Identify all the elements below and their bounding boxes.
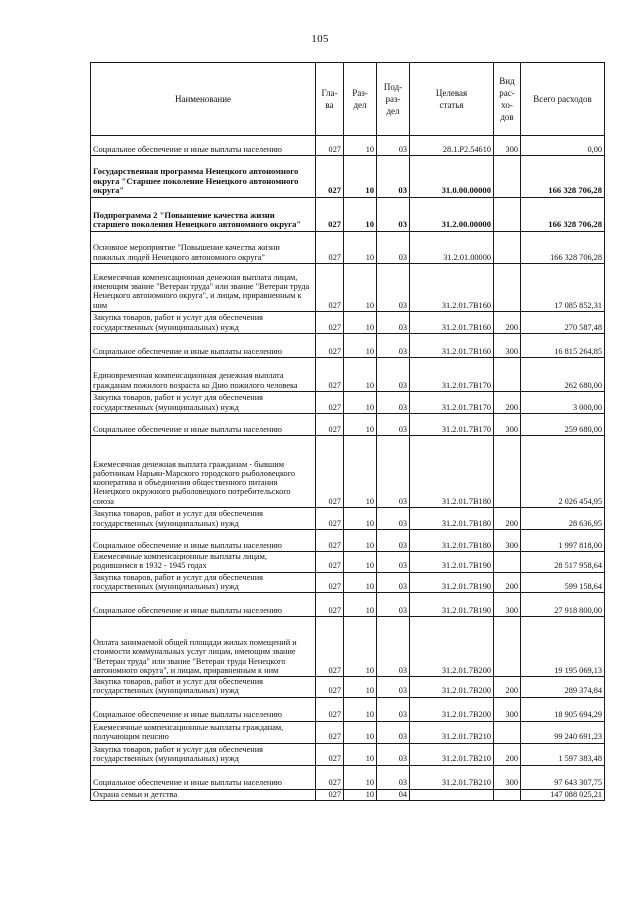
- row-target-cell: 28.1.P2.54610: [410, 136, 494, 156]
- row-name-cell: Охрана семьи и детства: [91, 789, 316, 800]
- row-glava-cell: 027: [316, 392, 344, 414]
- row-target-cell: 31.2.01.7В190: [410, 572, 494, 593]
- row-podrazdel-cell: 03: [377, 392, 410, 414]
- row-podrazdel-cell: 03: [377, 508, 410, 530]
- row-name-cell: Социальное обеспечение и иные выплаты населению: [91, 593, 316, 617]
- row-amount-cell: 3 000,00: [521, 392, 605, 414]
- row-vid-cell: [494, 617, 521, 677]
- row-name-cell: Социальное обеспечение и иные выплаты населению: [91, 697, 316, 721]
- row-vid-cell: 300: [494, 697, 521, 721]
- row-target-cell: 31.2.01.7В170: [410, 392, 494, 414]
- table-row: [91, 789, 605, 800]
- row-target-cell: 31.2.01.7В190: [410, 593, 494, 617]
- row-target-cell: 31.2.01.7В200: [410, 697, 494, 721]
- row-name-cell: Социальное обеспечение и иные выплаты населению: [91, 530, 316, 552]
- row-podrazdel-cell: 03: [377, 743, 410, 765]
- row-amount-cell: 599 158,64: [521, 572, 605, 593]
- row-name-cell: Ежемесячные компенсационные выплаты гражданам, получающим пенсию: [91, 721, 316, 743]
- row-target-cell: 31.2.01.7В170: [410, 414, 494, 436]
- row-vid-cell: 300: [494, 334, 521, 358]
- row-razdel-cell: 10: [344, 334, 377, 358]
- row-amount-cell: 166 328 706,28: [521, 232, 605, 264]
- row-amount-cell: 1 597 383,48: [521, 743, 605, 765]
- row-target-cell: 31.2.01.00000: [410, 232, 494, 264]
- row-glava-cell: 027: [316, 789, 344, 800]
- row-razdel-cell: 10: [344, 721, 377, 743]
- header-vid: Вид рас- хо- дов: [494, 63, 521, 136]
- row-podrazdel-cell: 03: [377, 156, 410, 198]
- row-vid-cell: 200: [494, 743, 521, 765]
- row-razdel-cell: 10: [344, 765, 377, 789]
- row-glava-cell: 027: [316, 617, 344, 677]
- row-podrazdel-cell: 03: [377, 572, 410, 593]
- row-name-cell: Оплата занимаемой общей площади жилых помещений и стоимости коммунальных услуг лицам, имеющим звание "Ветеран труда" или звание "Ветеран труда Ненецкого автономного округа", и лицам, приравненным к ним: [91, 617, 316, 677]
- row-razdel-cell: 10: [344, 264, 377, 312]
- row-vid-cell: 200: [494, 572, 521, 593]
- row-podrazdel-cell: 03: [377, 721, 410, 743]
- table-row: [91, 232, 605, 264]
- row-target-cell: 31.2.00.00000: [410, 198, 494, 232]
- row-razdel-cell: 10: [344, 414, 377, 436]
- row-amount-cell: 270 587,48: [521, 312, 605, 334]
- table-row: [91, 136, 605, 156]
- header-glava: Гла- ва: [316, 63, 344, 136]
- row-podrazdel-cell: 03: [377, 697, 410, 721]
- row-razdel-cell: 10: [344, 572, 377, 593]
- table-row: [91, 572, 605, 593]
- row-podrazdel-cell: 03: [377, 232, 410, 264]
- row-glava-cell: 027: [316, 552, 344, 573]
- row-amount-cell: 19 195 069,13: [521, 617, 605, 677]
- row-podrazdel-cell: 03: [377, 414, 410, 436]
- row-name-cell: Закупка товаров, работ и услуг для обеспечения государственных (муниципальных) нужд: [91, 392, 316, 414]
- row-amount-cell: 99 240 691,23: [521, 721, 605, 743]
- row-glava-cell: 027: [316, 530, 344, 552]
- row-amount-cell: 166 328 706,28: [521, 198, 605, 232]
- row-name-cell: Государственная программа Ненецкого автономного округа "Старшее поколение Ненецкого автономного округа": [91, 156, 316, 198]
- table-row: [91, 334, 605, 358]
- row-razdel-cell: 10: [344, 392, 377, 414]
- row-vid-cell: 200: [494, 508, 521, 530]
- row-razdel-cell: 10: [344, 358, 377, 392]
- row-name-cell: Закупка товаров, работ и услуг для обеспечения государственных (муниципальных) нужд: [91, 508, 316, 530]
- budget-table: [90, 62, 605, 801]
- row-target-cell: 31.2.01.7В210: [410, 765, 494, 789]
- row-vid-cell: 300: [494, 414, 521, 436]
- row-name-cell: Единовременная компенсационная денежная выплата гражданам пожилого возраста ко Дню пожилого человека: [91, 358, 316, 392]
- table-row: [91, 156, 605, 198]
- table-row: [91, 198, 605, 232]
- header-podrazdel: Под- раз- дел: [377, 63, 410, 136]
- table-row: [91, 312, 605, 334]
- row-glava-cell: 027: [316, 136, 344, 156]
- row-name-cell: Ежемесячная денежная выплата гражданам - бывшим работникам Нарьян-Марского городского рыболовецкого кооператива и объединения общественного питания Ненецкого окружного рыболовецкого потребительского союза: [91, 436, 316, 508]
- row-target-cell: 31.2.01.7В180: [410, 530, 494, 552]
- row-vid-cell: 200: [494, 677, 521, 698]
- row-razdel-cell: 10: [344, 232, 377, 264]
- table-row: [91, 530, 605, 552]
- row-razdel-cell: 10: [344, 677, 377, 698]
- table-row: [91, 414, 605, 436]
- row-target-cell: 31.2.01.7В190: [410, 552, 494, 573]
- row-razdel-cell: 10: [344, 617, 377, 677]
- table-row: [91, 743, 605, 765]
- page-number: 105: [311, 33, 329, 45]
- header-total: Всего расходов: [521, 63, 605, 136]
- row-name-cell: Подпрограмма 2 "Повышение качества жизни старшего поколения Ненецкого автономного округа": [91, 198, 316, 232]
- row-glava-cell: 027: [316, 334, 344, 358]
- header-name: Наименование: [91, 63, 316, 136]
- row-amount-cell: 1 997 818,00: [521, 530, 605, 552]
- row-vid-cell: 300: [494, 765, 521, 789]
- row-vid-cell: [494, 436, 521, 508]
- row-amount-cell: 166 328 706,28: [521, 156, 605, 198]
- row-vid-cell: 200: [494, 392, 521, 414]
- row-amount-cell: 97 643 307,75: [521, 765, 605, 789]
- row-amount-cell: 28 636,95: [521, 508, 605, 530]
- row-podrazdel-cell: 03: [377, 312, 410, 334]
- row-vid-cell: [494, 264, 521, 312]
- row-glava-cell: 027: [316, 436, 344, 508]
- row-podrazdel-cell: 04: [377, 789, 410, 800]
- row-razdel-cell: 10: [344, 530, 377, 552]
- row-vid-cell: [494, 358, 521, 392]
- row-vid-cell: [494, 232, 521, 264]
- row-amount-cell: 17 085 852,31: [521, 264, 605, 312]
- row-target-cell: 31.2.01.7В160: [410, 334, 494, 358]
- header-target: Целевая статья: [410, 63, 494, 136]
- row-razdel-cell: 10: [344, 198, 377, 232]
- table-row: [91, 392, 605, 414]
- row-target-cell: 31.2.01.7В200: [410, 617, 494, 677]
- row-podrazdel-cell: 03: [377, 552, 410, 573]
- row-podrazdel-cell: 03: [377, 593, 410, 617]
- row-glava-cell: 027: [316, 264, 344, 312]
- row-glava-cell: 027: [316, 572, 344, 593]
- row-glava-cell: 027: [316, 358, 344, 392]
- table-row: [91, 264, 605, 312]
- row-vid-cell: [494, 721, 521, 743]
- row-name-cell: Закупка товаров, работ и услуг для обеспечения государственных (муниципальных) нужд: [91, 677, 316, 698]
- row-glava-cell: 027: [316, 312, 344, 334]
- row-amount-cell: 27 918 800,00: [521, 593, 605, 617]
- row-podrazdel-cell: 03: [377, 264, 410, 312]
- header-razdel: Раз- дел: [344, 63, 377, 136]
- row-podrazdel-cell: 03: [377, 677, 410, 698]
- row-amount-cell: 0,00: [521, 136, 605, 156]
- row-razdel-cell: 10: [344, 593, 377, 617]
- row-razdel-cell: 10: [344, 436, 377, 508]
- row-razdel-cell: 10: [344, 136, 377, 156]
- row-target-cell: 31.0.00.00000: [410, 156, 494, 198]
- table-row: [91, 721, 605, 743]
- row-glava-cell: 027: [316, 765, 344, 789]
- row-vid-cell: [494, 552, 521, 573]
- row-amount-cell: 18 905 694,29: [521, 697, 605, 721]
- row-name-cell: Ежемесячная компенсационная денежная выплата лицам, имеющим звание "Ветеран труда" или звание "Ветеран труда Ненецкого автономного округа", и лицам, приравненным к ним: [91, 264, 316, 312]
- row-podrazdel-cell: 03: [377, 136, 410, 156]
- header-row: [91, 63, 605, 136]
- row-name-cell: Социальное обеспечение и иные выплаты населению: [91, 334, 316, 358]
- row-amount-cell: 147 088 025,21: [521, 789, 605, 800]
- row-target-cell: 31.2.01.7В210: [410, 721, 494, 743]
- table-row: [91, 552, 605, 573]
- table-row: [91, 508, 605, 530]
- row-glava-cell: 027: [316, 232, 344, 264]
- table-row: [91, 617, 605, 677]
- row-podrazdel-cell: 03: [377, 765, 410, 789]
- row-target-cell: 31.2.01.7В170: [410, 358, 494, 392]
- row-glava-cell: 027: [316, 721, 344, 743]
- row-name-cell: Закупка товаров, работ и услуг для обеспечения государственных (муниципальных) нужд: [91, 312, 316, 334]
- row-amount-cell: 2 026 454,95: [521, 436, 605, 508]
- row-vid-cell: 300: [494, 136, 521, 156]
- row-glava-cell: 027: [316, 414, 344, 436]
- row-podrazdel-cell: 03: [377, 334, 410, 358]
- row-amount-cell: 289 374,84: [521, 677, 605, 698]
- row-target-cell: 31.2.01.7В160: [410, 312, 494, 334]
- row-vid-cell: 300: [494, 593, 521, 617]
- row-razdel-cell: 10: [344, 508, 377, 530]
- row-razdel-cell: 10: [344, 552, 377, 573]
- row-vid-cell: 200: [494, 312, 521, 334]
- row-name-cell: Социальное обеспечение и иные выплаты населению: [91, 414, 316, 436]
- row-target-cell: 31.2.01.7В210: [410, 743, 494, 765]
- table-row: [91, 593, 605, 617]
- row-name-cell: Социальное обеспечение и иные выплаты населению: [91, 136, 316, 156]
- row-razdel-cell: 10: [344, 312, 377, 334]
- table-row: [91, 677, 605, 698]
- row-name-cell: Закупка товаров, работ и услуг для обеспечения государственных (муниципальных) нужд: [91, 572, 316, 593]
- row-amount-cell: 259 680,00: [521, 414, 605, 436]
- row-amount-cell: 16 815 264,85: [521, 334, 605, 358]
- row-name-cell: Ежемесячные компенсационные выплаты лицам, родившимся в 1932 - 1945 годах: [91, 552, 316, 573]
- row-podrazdel-cell: 03: [377, 358, 410, 392]
- row-name-cell: Закупка товаров, работ и услуг для обеспечения государственных (муниципальных) нужд: [91, 743, 316, 765]
- row-podrazdel-cell: 03: [377, 617, 410, 677]
- row-glava-cell: 027: [316, 198, 344, 232]
- row-target-cell: 31.2.01.7В180: [410, 508, 494, 530]
- table-row: [91, 697, 605, 721]
- row-razdel-cell: 10: [344, 156, 377, 198]
- row-vid-cell: 300: [494, 530, 521, 552]
- row-target-cell: 31.2.01.7В160: [410, 264, 494, 312]
- row-amount-cell: 262 680,00: [521, 358, 605, 392]
- table-row: [91, 436, 605, 508]
- row-razdel-cell: 10: [344, 789, 377, 800]
- table-row: [91, 765, 605, 789]
- row-glava-cell: 027: [316, 508, 344, 530]
- row-target-cell: 31.2.01.7В180: [410, 436, 494, 508]
- row-podrazdel-cell: 03: [377, 530, 410, 552]
- row-glava-cell: 027: [316, 156, 344, 198]
- row-glava-cell: 027: [316, 677, 344, 698]
- row-target-cell: [410, 789, 494, 800]
- row-name-cell: Социальное обеспечение и иные выплаты населению: [91, 765, 316, 789]
- row-podrazdel-cell: 03: [377, 198, 410, 232]
- row-razdel-cell: 10: [344, 743, 377, 765]
- row-glava-cell: 027: [316, 697, 344, 721]
- row-amount-cell: 28 517 958,64: [521, 552, 605, 573]
- row-name-cell: Основное мероприятие "Повышение качества жизни пожилых людей Ненецкого автономного округа": [91, 232, 316, 264]
- row-razdel-cell: 10: [344, 697, 377, 721]
- row-target-cell: 31.2.01.7В200: [410, 677, 494, 698]
- row-vid-cell: [494, 789, 521, 800]
- row-vid-cell: [494, 156, 521, 198]
- row-podrazdel-cell: 03: [377, 436, 410, 508]
- table-row: [91, 358, 605, 392]
- row-vid-cell: [494, 198, 521, 232]
- row-glava-cell: 027: [316, 593, 344, 617]
- row-glava-cell: 027: [316, 743, 344, 765]
